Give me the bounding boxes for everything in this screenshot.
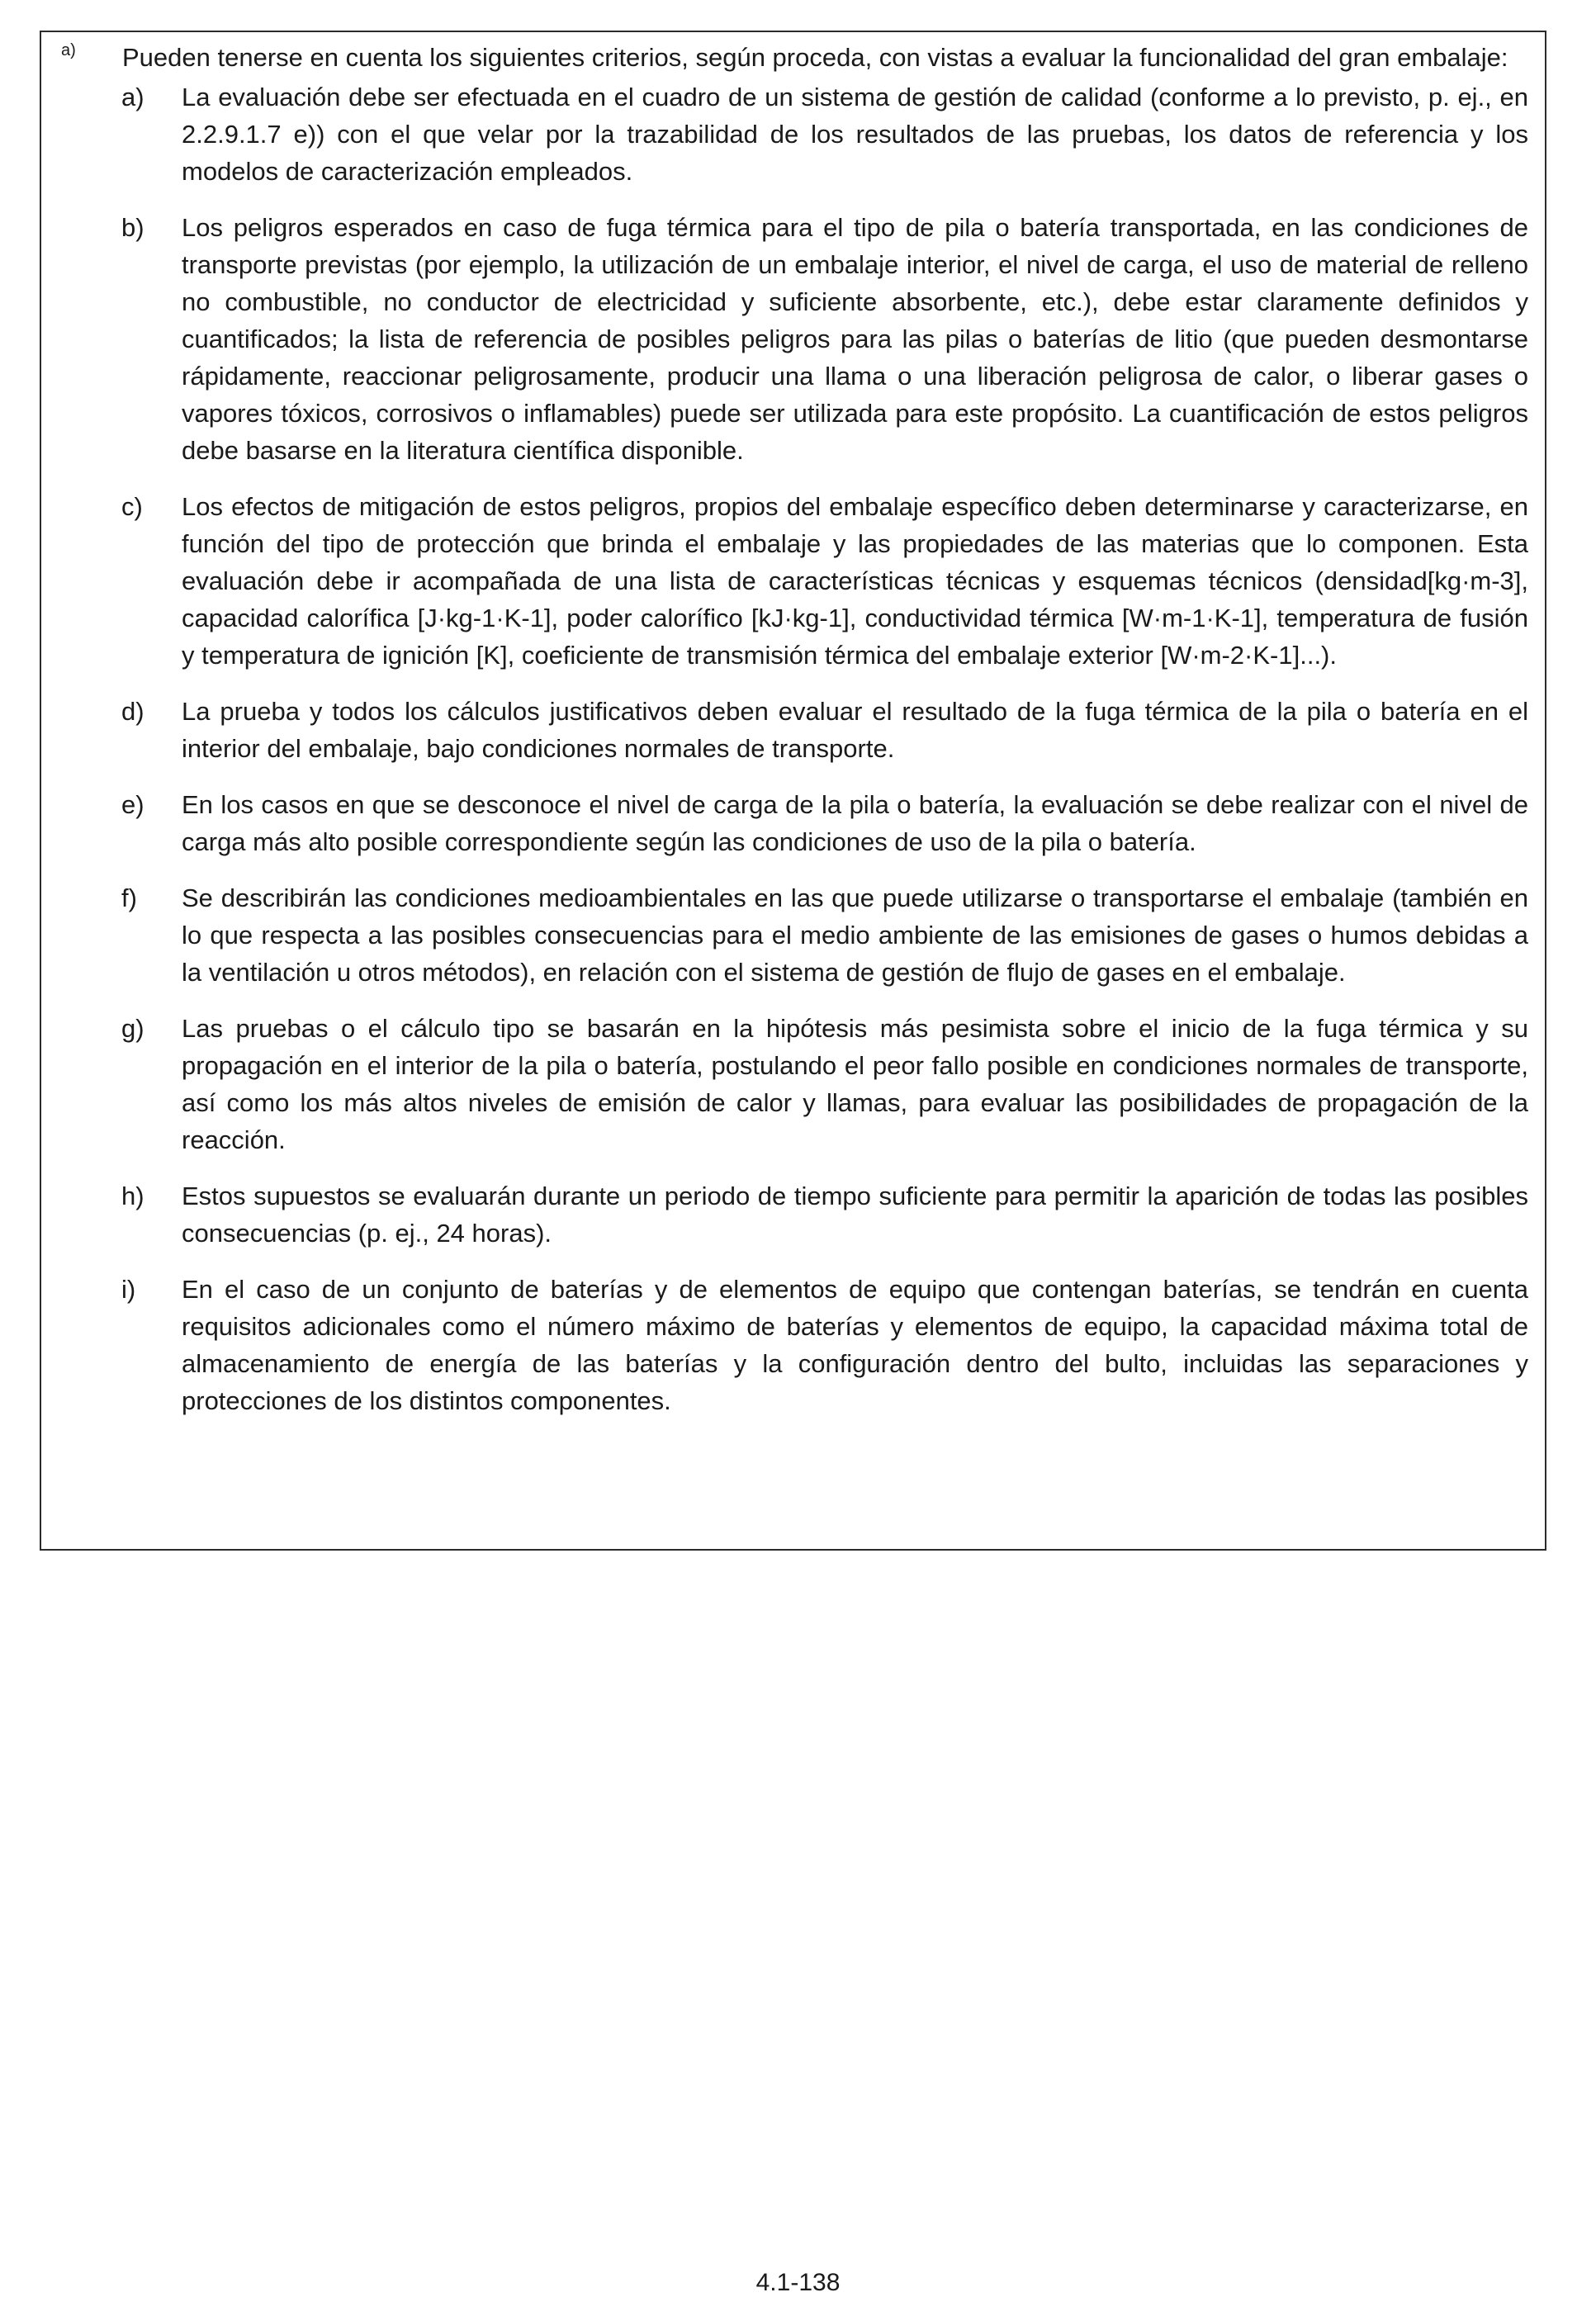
footnote-intro-text: Pueden tenerse en cuenta los siguientes criterios, según proceda, con vistas a evaluar la funcionalidad del gran embalaje: [122, 43, 1508, 72]
list-item [61, 1010, 1528, 1158]
list-item-letter: a) [121, 83, 144, 111]
list-item-letter: b) [121, 213, 144, 242]
list-item-letter: c) [121, 492, 143, 521]
list-item-text: Los efectos de mitigación de estos peligros, propios del embalaje específico deben determinarse y caracterizarse, en función del tipo de protección que brinda el embalaje y las propiedades de las materias que lo componen. Esta evaluación debe ir acompañada de una lista de características técnicas y esquemas técnicos (densidad[kg·m-3], capacidad calorífica [J·kg-1·K-1], poder calorífico [kJ·kg-1], conductividad térmica [W·m-1·K-1], temperatura de fusión y temperatura de ignición [K], coeficiente de transmisión térmica del embalaje exterior [W·m-2·K-1]...). [182, 492, 1528, 670]
footnote-marker: a) [61, 41, 76, 59]
list-item-letter: e) [121, 790, 144, 819]
footnote-intro [61, 42, 1528, 73]
page-number: 4.1-138 [755, 2269, 841, 2296]
list-item [61, 488, 1528, 674]
list-item-text: La evaluación debe ser efectuada en el cuadro de un sistema de gestión de calidad (conforme a lo previsto, p. ej., en 2.2.9.1.7 e)) con el que velar por la trazabilidad de los resultados de las pruebas, los datos de referencia y los modelos de caracterización empleados. [182, 83, 1528, 186]
list-item-text: En los casos en que se desconoce el nivel de carga de la pila o batería, la evaluación se debe realizar con el nivel de carga más alto posible correspondiente según las condiciones de uso de la pila o batería. [182, 790, 1528, 856]
list-item-text: Se describirán las condiciones medioambientales en las que puede utilizarse o transportarse el embalaje (también en lo que respecta a las posibles consecuencias para el medio ambiente de las emisiones de gases o humos debidas a la ventilación u otros métodos), en relación con el sistema de gestión de flujo de gases en el embalaje. [182, 883, 1528, 987]
list-item [61, 209, 1528, 469]
list-item [61, 1271, 1528, 1419]
list-item-letter: d) [121, 697, 144, 726]
list-item-letter: g) [121, 1014, 144, 1043]
list-item-text: Las pruebas o el cálculo tipo se basarán en la hipótesis más pesimista sobre el inicio de la fuga térmica y su propagación en el interior de la pila o batería, postulando el peor fallo posible en condiciones normales de transporte, así como los más altos niveles de emisión de calor y llamas, para evaluar las posibilidades de propagación de la reacción. [182, 1014, 1528, 1154]
list-item-text: La prueba y todos los cálculos justificativos deben evaluar el resultado de la fuga térmica de la pila o batería en el interior del embalaje, bajo condiciones normales de transporte. [182, 697, 1528, 763]
list-item-letter: h) [121, 1182, 144, 1210]
list-item [61, 78, 1528, 190]
list-item-text: Estos supuestos se evaluarán durante un periodo de tiempo suficiente para permitir la aparición de todas las posibles consecuencias (p. ej., 24 horas). [182, 1182, 1528, 1248]
list-item [61, 693, 1528, 767]
list-item-letter: f) [121, 883, 137, 912]
criteria-list [61, 78, 1528, 1419]
list-item-text: Los peligros esperados en caso de fuga térmica para el tipo de pila o batería transportada, en las condiciones de transporte previstas (por ejemplo, la utilización de un embalaje interior, el nivel de carga, el uso de material de relleno no combustible, no conductor de electricidad y suficiente absorbente, etc.), debe estar claramente definidos y cuantificados; la lista de referencia de posibles peligros para las pilas o baterías de litio (que pueden desmontarse rápidamente, reaccionar peligrosamente, producir una llama o una liberación peligrosa de calor, o liberar gases o vapores tóxicos, corrosivos o inflamables) puede ser utilizada para este propósito. La cuantificación de estos peligros debe basarse en la literatura científica disponible. [182, 213, 1528, 465]
list-item-text: En el caso de un conjunto de baterías y de elementos de equipo que contengan baterías, se tendrán en cuenta requisitos adicionales como el número máximo de baterías y elementos de equipo, la capacidad máxima total de almacenamiento de energía de las baterías y la configuración dentro del bulto, incluidas las separaciones y protecciones de los distintos componentes. [182, 1275, 1528, 1415]
list-item [61, 879, 1528, 991]
list-item-letter: i) [121, 1275, 136, 1304]
footnote-box [40, 31, 1546, 1551]
list-item [61, 1177, 1528, 1252]
list-item [61, 786, 1528, 860]
